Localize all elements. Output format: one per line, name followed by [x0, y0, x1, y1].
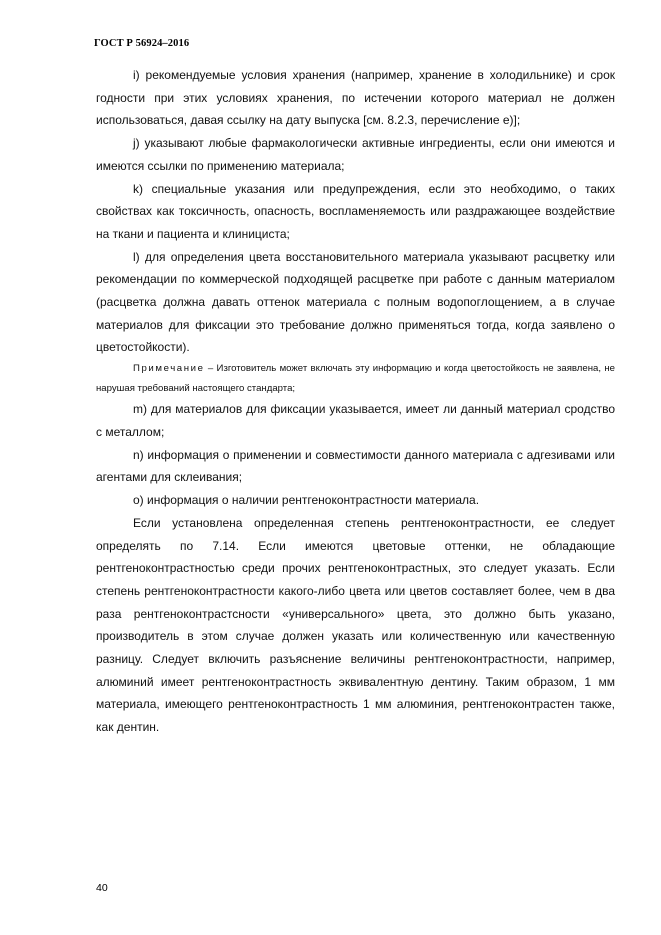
list-item-m: m) для материалов для фиксации указывается, имеет ли данный материал сродство с металлом;	[96, 402, 615, 440]
note	[96, 359, 615, 398]
page-number: 40	[96, 882, 108, 894]
list-item-j: j) указывают любые фармакологически активные ингредиенты, если они имеются и имеются ссылки по применению материала;	[96, 136, 615, 173]
list-item-n: n) информация о применении и совместимости данного материала с адгезивами или агентами для склеивания;	[96, 447, 615, 485]
document-body	[96, 64, 615, 739]
note-label: Примечание	[133, 363, 205, 375]
list-item-o: o) информация о наличии рентгеноконтрастности материала.	[133, 493, 480, 508]
list-item-i: i) рекомендуемые условия хранения (например, хранение в холодильнике) и срок годности при этих условиях хранения, по истечении которого материал не должен использоваться, давая ссылку на дату выпуска [см. 8.2.3, перечисление е)];	[96, 68, 615, 128]
note-text: – Изготовитель может включать эту информацию и когда цветостойкость не заявлена, не нарушая требований настоящего стандарта;	[96, 363, 615, 394]
document-header: ГОСТ Р 56924–2016	[94, 38, 190, 49]
list-item-k: k) специальные указания или предупреждения, если это необходимо, о таких свойствах как токсичность, опасность, воспламеняемость или раздражающее воздействие на ткани и пациента и клинициста;	[96, 181, 615, 241]
list-item-l: l) для определения цвета восстановительного материала указывают расцветку или рекомендации по коммерческой подходящей расцветке при работе с данным материалом (расцветка должна давать оттенок материала с полным водопоглощением, а в случае материалов для фиксации это требование должно применяться тогда, когда заявлено о цветостойкости).	[96, 249, 615, 355]
final-paragraph: Если установлена определенная степень рентгеноконтрастности, ее следует определять по 7.14. Если имеются цветовые оттенки, не обладающие рентгеноконтрастностью среди прочих рентгеноконтрастных, это следует указать. Если степень рентгеноконтрастности какого-либо цвета или цветов составляет более, чем в два раза рентгеноконтрастсности «универсального» цвета, это должно быть указано, производитель в этом случае должен указать или количественную или качественную разницу. Следует включить разъяснение величины рентгеноконтрастности, например, алюминий имеет рентгеноконтрастность эквивалентную дентину. Таким образом, 1 мм материала, имеющего рентгеноконтрастность 1 мм алюминия, рентгеноконтрастен также, как дентин.	[96, 515, 615, 735]
